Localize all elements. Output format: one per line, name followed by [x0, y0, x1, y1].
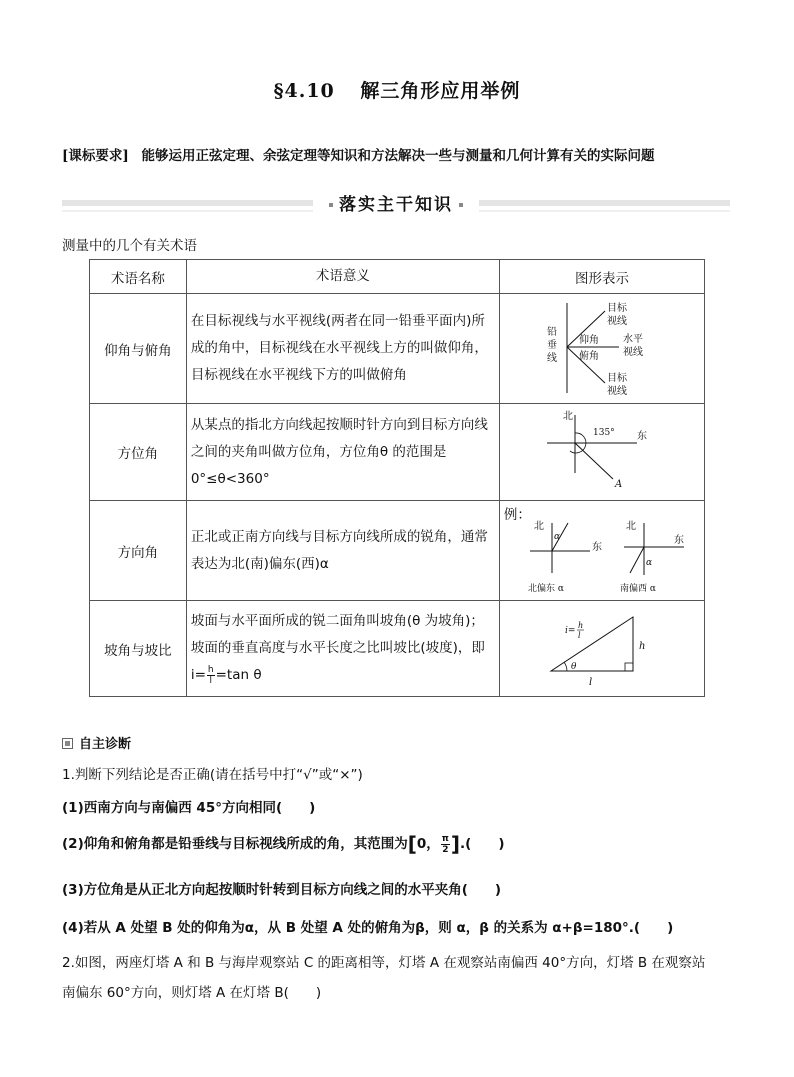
table-row — [90, 404, 705, 501]
depression-label: 俯角 — [578, 350, 599, 362]
plumb-label-3: 线 — [546, 352, 557, 364]
term-name: 方向角 — [90, 501, 187, 601]
banner-label-wrap — [313, 190, 479, 215]
question-2-line-2: 南偏东 60°方向，则灯塔 A 在灯塔 B( ) — [62, 985, 322, 1001]
elevation-label: 仰角 — [578, 334, 599, 346]
question-1-4: (4)若从 A 处望 B 处的仰角为α，从 B 处望 A 处的俯角为β，则 α，β 的关系为 α+β=180°.( ) — [62, 920, 674, 936]
term-meaning: 从某点的指北方向线起按顺时针方向到目标方向线之间的夹角叫做方位角，方位角θ 的范围是 0°≤θ<360° — [186, 404, 499, 501]
pi-over-two — [441, 834, 450, 855]
direction-angle-figure — [500, 501, 704, 600]
theta-arc — [564, 662, 567, 671]
section-title: 解三角形应用举例 — [360, 80, 521, 102]
pi-numerator: π — [441, 833, 449, 844]
page-title — [0, 76, 794, 103]
direction-angle-diagram — [520, 517, 696, 597]
elevation-depression-diagram — [537, 297, 667, 401]
slope-fraction — [207, 665, 215, 686]
right-target-line — [630, 547, 644, 573]
point-label: A — [614, 479, 623, 490]
question-1: 1.判断下列结论是否正确(请在括号中打“√”或“×”) — [62, 767, 363, 783]
i-label: i= — [564, 625, 576, 636]
slope-triangle — [551, 617, 633, 671]
figure-cell — [499, 294, 704, 404]
table-header-row — [90, 260, 705, 294]
azimuth-diagram — [537, 407, 667, 497]
section-number: §4.10 — [273, 80, 335, 102]
question-1-1: (1)西南方向与南偏西 45°方向相同( ) — [62, 800, 316, 816]
figure-cell — [499, 501, 704, 601]
plumb-label-1: 铅 — [546, 326, 557, 338]
diagnosis-heading-text: 自主诊断 — [79, 737, 132, 752]
intro-text: 测量中的几个有关术语 — [62, 238, 197, 254]
upper-target-label: 目标 — [606, 302, 627, 314]
term-meaning: 在目标视线与水平视线(两者在同一铅垂平面内)所成的角中，目标视线在水平视线上方的叫做仰角，目标视线在水平视线下方的叫做俯角 — [186, 294, 499, 404]
right-alpha-label: α — [645, 558, 652, 568]
term-meaning — [186, 601, 499, 697]
header-figure: 图形表示 — [499, 260, 704, 294]
horizontal-label-1: 水平 — [622, 333, 643, 345]
banner-dot-right — [459, 203, 463, 207]
requirement-tag: [课标要求] — [62, 148, 129, 164]
plumb-label-2: 垂 — [546, 339, 557, 351]
question-1-3: (3)方位角是从正北方向起按顺时针转到目标方向线之间的水平夹角( ) — [62, 882, 502, 898]
target-line — [575, 443, 613, 479]
right-angle-mark — [625, 663, 633, 671]
term-name: 方位角 — [90, 404, 187, 501]
term-name: 仰角与俯角 — [90, 294, 187, 404]
lower-target-label-2: 视线 — [606, 385, 627, 397]
self-diagnosis-heading — [62, 733, 131, 752]
left-north-label: 北 — [533, 521, 544, 532]
question-1-2 — [62, 832, 505, 856]
heading-box-icon — [62, 738, 73, 749]
i-den: l — [577, 630, 581, 640]
slope-meaning-b: =tan θ — [215, 667, 262, 683]
left-bracket: [ — [407, 832, 417, 856]
fraction-denominator: l — [209, 675, 212, 686]
header-name: 术语名称 — [90, 260, 187, 294]
figure-cell — [499, 404, 704, 501]
term-meaning: 正北或正南方向线与目标方向线所成的锐角，通常表达为北(南)偏东(西)α — [186, 501, 499, 601]
i-num: h — [577, 620, 584, 630]
fraction-numerator: h — [207, 664, 214, 675]
right-east-label: 东 — [673, 535, 684, 546]
pi-denominator: 2 — [442, 844, 449, 855]
term-name: 坡角与坡比 — [90, 601, 187, 697]
q1-2-text: (2)仰角和俯角都是铅垂线与目标视线所成的角，其范围为 — [62, 836, 408, 852]
terms-table — [89, 259, 705, 697]
horizontal-label-2: 视线 — [622, 346, 643, 358]
angle-label: 135° — [592, 428, 615, 438]
table-row — [90, 501, 705, 601]
right-north-label: 北 — [625, 521, 636, 532]
l-label: l — [588, 676, 593, 688]
lower-target-label: 目标 — [606, 372, 627, 384]
left-alpha-label: α — [553, 532, 560, 542]
caption-right: 南偏西 α — [619, 584, 656, 594]
table-row — [90, 601, 705, 697]
east-label: 东 — [636, 431, 647, 442]
theta-label: θ — [570, 661, 577, 672]
right-bracket: ] — [450, 832, 461, 856]
slope-meaning-a: 坡面与水平面所成的锐二面角叫坡角(θ 为坡角)；坡面的垂直高度与水平长度之比叫坡比(坡度)，即 i= — [190, 613, 485, 683]
curriculum-requirement — [62, 144, 654, 164]
q1-2-range: 0， — [416, 836, 440, 852]
section-banner — [62, 190, 730, 216]
figure-cell — [499, 601, 704, 697]
slope-diagram — [537, 609, 667, 689]
example-label: 例： — [503, 507, 531, 523]
caption-left: 北偏东 α — [527, 584, 564, 594]
banner-label: 落实主干知识 — [339, 195, 453, 215]
table-row — [90, 294, 705, 404]
header-meaning: 术语意义 — [186, 260, 499, 294]
banner-dot-left — [329, 203, 333, 207]
left-east-label: 东 — [591, 542, 602, 553]
h-label: h — [638, 640, 646, 652]
q1-2-end: .( ) — [460, 836, 505, 852]
question-2-line-1: 2.如图，两座灯塔 A 和 B 与海岸观察站 C 的距离相等，灯塔 A 在观察站南偏西 40°方向，灯塔 B 在观察站 — [62, 955, 706, 971]
requirement-text: 能够运用正弦定理、余弦定理等知识和方法解决一些与测量和几何计算有关的实际问题 — [141, 148, 655, 164]
north-label: 北 — [562, 411, 573, 422]
upper-target-label-2: 视线 — [606, 315, 627, 327]
